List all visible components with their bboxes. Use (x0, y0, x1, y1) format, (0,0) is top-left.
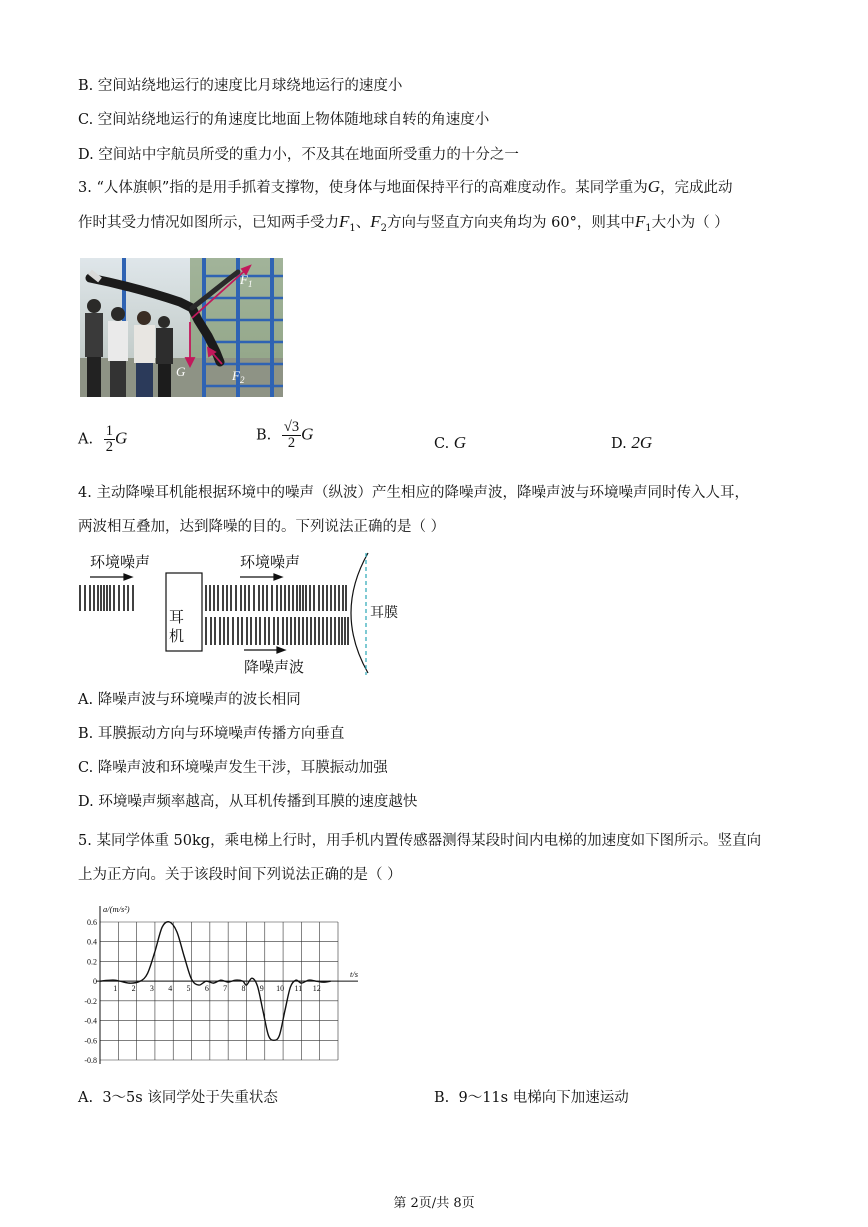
q5-stem (78, 824, 790, 892)
q3-stem-c: 作时其受力情况如图所示，已知两手受力 (78, 215, 339, 231)
x-tick-label: 5 (186, 984, 191, 994)
y-tick-label: 0.6 (87, 918, 97, 927)
q3-option-a (78, 424, 127, 455)
q4-stem-a: 4. 主动降噪耳机能根据环境中的噪声（纵波）产生相应的降噪声波，降噪声波与环境噪声同时传入人耳， (78, 485, 749, 501)
x-tick-label: 9 (259, 984, 264, 994)
q4-earphone-text (167, 609, 185, 647)
y-tick-label: 0.2 (87, 957, 97, 967)
x-tick-label: 6 (204, 984, 209, 994)
q4-anti-noise-label: 降噪声波 (244, 658, 305, 676)
q3-f1-symbol-2: F (634, 212, 646, 231)
y-tick-label: -0.6 (84, 1036, 97, 1046)
x-tick-label: 11 (294, 984, 303, 994)
q4-stem (78, 476, 790, 544)
q3-option-c-tail: G (453, 433, 467, 452)
q3-human-flag-photo (80, 258, 283, 397)
q3-f2-symbol: F (370, 212, 381, 231)
q3-photo-f2-label: $F_2$ (232, 368, 245, 385)
q2-option-b: B. 空间站绕地运行的速度比月球绕地运行的速度小 (78, 78, 403, 94)
q3-option-b-den: 2 (287, 435, 296, 452)
x-tick-label: 10 (276, 984, 285, 994)
page-footer: 第 2页/共 8页 (393, 1196, 475, 1211)
q3-photo-f1-label: $F_1$ (240, 272, 253, 289)
q3-option-b-label: B. (256, 427, 272, 444)
x-tick-label: 12 (312, 984, 321, 994)
q4-option-a: A. 降噪声波与环境噪声的波长相同 (78, 692, 301, 708)
q3-g-symbol: G (647, 177, 661, 196)
x-tick-label: 8 (241, 984, 246, 994)
y-tick-label: 0 (93, 977, 97, 987)
q3-option-b-fraction (282, 420, 301, 451)
q3-option-a-num: 1 (105, 423, 113, 439)
q3-option-a-tail: G (114, 428, 128, 448)
x-axis-label: t/s (350, 969, 359, 980)
q3-option-b-tail: G (301, 424, 314, 444)
q3-f2-sub: 2 (380, 222, 388, 234)
q5-stem-a: 5. 某同学体重 50kg，乘电梯上行时，用手机内置传感器测得某段时间内电梯的加速度如下图所示。竖直向 (78, 833, 762, 849)
q3-option-a-fraction (104, 424, 115, 455)
q2-option-c: C. 空间站绕地运行的角速度比地面上物体随地球自转的角速度小 (78, 112, 490, 128)
q5-acceleration-chart (76, 900, 376, 1065)
q5-stem-b: 上为正方向。关于该段时间下列说法正确的是（ ） (78, 867, 402, 883)
q2-option-d: D. 空间站中宇航员所受的重力小，不及其在地面所受重力的十分之一 (78, 147, 519, 163)
q3-option-c-label: C. (434, 436, 450, 452)
q3-option-b-num: √3 (283, 419, 300, 435)
q3-photo-g-label: G (176, 364, 186, 379)
q5-option-a-text: 3～5s 该同学处于失重状态 (102, 1090, 278, 1106)
q3-option-b (256, 420, 313, 451)
q3-option-a-den: 2 (105, 439, 113, 456)
q3-stem-d: 方向与竖直方向夹角均为 60°，则其中 (387, 215, 635, 231)
q3-stem (78, 170, 790, 246)
x-tick-label: 2 (131, 984, 136, 994)
q3-stem-a: 3. “人体旗帜”指的是用手抓着支撑物，使身体与地面保持平行的高难度动作。某同学重为 (78, 180, 648, 196)
q5-option-b (434, 1086, 629, 1107)
q3-stem-e: 大小为（ ） (651, 215, 729, 231)
q3-option-d-tail: 2G (631, 433, 653, 452)
q4-wave-bars (80, 585, 348, 645)
x-tick-label: 3 (149, 984, 154, 994)
y-tick-label: 0.4 (87, 937, 97, 947)
q3-f1-sub: 1 (349, 222, 356, 234)
q3-option-d (611, 433, 652, 453)
q5-option-b-label: B. (434, 1090, 450, 1106)
q3-option-a-label: A. (78, 431, 94, 448)
y-tick-label: -0.8 (84, 1056, 97, 1065)
q4-eardrum-label: 耳膜 (370, 605, 398, 621)
q4-noise-cancel-figure (76, 545, 406, 680)
y-axis-label: a/(m/s²) (103, 904, 130, 914)
q4-option-d: D. 环境噪声频率越高，从耳机传播到耳膜的速度越快 (78, 794, 418, 810)
x-tick-label: 4 (168, 984, 173, 994)
q3-stem-b: ，完成此动 (660, 180, 733, 196)
x-tick-label: 1 (113, 984, 118, 994)
q3-option-c (434, 433, 466, 453)
q5-option-a (78, 1086, 278, 1107)
q4-env-noise-label-2: 环境噪声 (240, 553, 301, 571)
q5-option-a-label: A. (78, 1090, 94, 1106)
q3-f1-symbol: F (339, 212, 350, 231)
q4-env-noise-label-1: 环境噪声 (90, 553, 151, 571)
q4-stem-b: 两波相互叠加，达到降噪的目的。下列说法正确的是（ ） (78, 519, 446, 535)
q4-option-c: C. 降噪声波和环境噪声发生干涉，耳膜振动加强 (78, 760, 388, 776)
q5-option-b-text: 9～11s 电梯向下加速运动 (458, 1090, 629, 1106)
q4-option-b: B. 耳膜振动方向与环境噪声传播方向垂直 (78, 726, 345, 742)
y-tick-label: -0.2 (84, 996, 97, 1006)
x-tick-label: 7 (223, 984, 228, 994)
q3-sep: 、 (355, 215, 371, 231)
q3-f1-sub-2: 1 (645, 222, 652, 234)
y-tick-label: -0.4 (84, 1016, 97, 1026)
q3-option-d-label: D. (611, 436, 627, 452)
q3-photo-svg (80, 258, 283, 397)
q4-earphone-label: 耳机 (167, 609, 185, 647)
